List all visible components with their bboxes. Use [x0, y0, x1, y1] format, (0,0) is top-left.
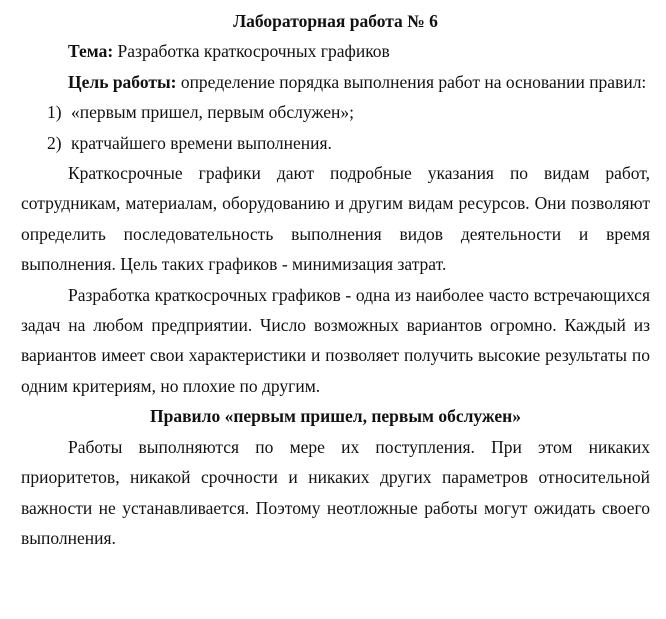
topic-line	[21, 36, 650, 66]
paragraph-schedule-development: Разработка краткосрочных графиков - одна из наиболее часто встречающихся задач на любом предприятии. Число возможных вариантов огромно. Каждый из вариантов имеет свои характеристики и позволяет получить высокие результаты по одним критериям, но плохие по другим.	[21, 284, 650, 396]
list-item-number: 1)	[47, 102, 62, 123]
section-heading: Правило «первым пришел, первым обслужен»	[150, 406, 521, 427]
paragraph-short-term-schedules: Краткосрочные графики дают подробные указания по видам работ, сотрудникам, материалам, оборудованию и другим видам ресурсов. Они позволяют определить последовательность выполнения видов деятельности и время выполнения. Цель таких графиков - минимизация затрат.	[21, 163, 650, 275]
topic-label: Тема:	[68, 41, 114, 62]
list-item-text: «первым пришел, первым обслужен»;	[71, 102, 354, 123]
topic-text: Разработка краткосрочных графиков	[117, 41, 390, 62]
list-item	[21, 97, 650, 127]
goal-text: определение порядка выполнения работ на основании правил:	[180, 71, 647, 92]
list-item	[21, 128, 650, 158]
list-item-text: кратчайшего времени выполнения.	[71, 132, 332, 153]
goal-label: Цель работы:	[68, 71, 177, 92]
section-paragraph: Работы выполняются по мере их поступления. При этом никаких приоритетов, никакой срочности и никаких других параметров относительной важности не устанавливается. Поэтому неотложные работы могут ожидать своего выполнения.	[21, 436, 650, 548]
list-item-number: 2)	[47, 132, 62, 153]
goal-line	[21, 67, 650, 97]
document-title: Лабораторная работа № 6	[233, 11, 438, 31]
